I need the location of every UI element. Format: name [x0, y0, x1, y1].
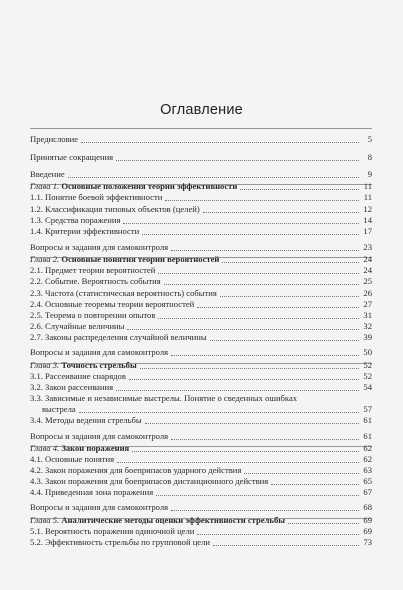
toc-entry[interactable]: Вопросы и задания для самоконтроля 68	[30, 502, 372, 512]
toc-entry[interactable]: 5.2. Эффективность стрельбы по групповой цели 73	[30, 537, 372, 547]
toc-entry[interactable]: 3.1. Рассеивание снарядов 52	[30, 371, 372, 381]
toc-entry[interactable]: 2.4. Основные теоремы теории вероятностей 27	[30, 299, 372, 309]
toc-entry[interactable]: Вопросы и задания для самоконтроля 50	[30, 347, 372, 357]
toc-entry[interactable]: 2.7. Законы распределения случайной величины 39	[30, 332, 372, 342]
toc-entry[interactable]: Введение 9	[30, 169, 372, 179]
toc-entry[interactable]: Вопросы и задания для самоконтроля 23	[30, 242, 372, 252]
toc-entry[interactable]: 3.3. Зависимые и независимые выстрелы. Понятие о сведенных ошибках	[30, 393, 298, 403]
toc-chapter-heading[interactable]: Глава 1. Основные положения теории эффективности 11	[30, 181, 372, 191]
toc-entry[interactable]: 1.1. Понятие боевой эффективности 11	[30, 192, 372, 202]
toc-chapter-heading[interactable]: Глава 4. Закон поражения 62	[30, 443, 372, 453]
toc-entry[interactable]: 1.2. Классификация типовых объектов (целей) 12	[30, 204, 372, 214]
toc-entry[interactable]: 1.3. Средства поражения 14	[30, 215, 372, 225]
toc-entry[interactable]: Принятые сокращения 8	[30, 152, 372, 162]
toc-chapter-heading[interactable]: Глава 2. Основные понятия теории вероятностей 24	[30, 254, 372, 264]
page-title: Оглавление	[160, 102, 243, 118]
toc-entry[interactable]: 2.5. Теорема о повторении опытов 31	[30, 310, 372, 320]
toc-entry[interactable]: 2.2. Событие. Вероятность события 25	[30, 276, 372, 286]
toc-entry[interactable]: 3.4. Методы ведения стрельбы 61	[30, 415, 372, 425]
divider	[30, 128, 372, 129]
toc-entry[interactable]: Предисловие 5	[30, 134, 372, 144]
toc-entry[interactable]: Вопросы и задания для самоконтроля 61	[30, 431, 372, 441]
toc-entry[interactable]: 2.6. Случайные величины 32	[30, 321, 372, 331]
toc-entry[interactable]: выстрела 57	[42, 404, 372, 414]
toc-chapter-heading[interactable]: Глава 5. Аналитические методы оценки эффективности стрельбы 69	[30, 515, 372, 525]
toc-entry[interactable]: 4.4. Приведенная зона поражения 67	[30, 487, 372, 497]
toc-entry[interactable]: 3.2. Закон рассеивания 54	[30, 382, 372, 392]
toc-entry[interactable]: 2.3. Частота (статистическая вероятность) события 26	[30, 288, 372, 298]
toc-chapter-heading[interactable]: Глава 3. Точность стрельбы 52	[30, 360, 372, 370]
toc-entry[interactable]: 4.1. Основные понятия 62	[30, 454, 372, 464]
toc-entry[interactable]: 4.3. Закон поражения для боеприпасов дистанционного действия 65	[30, 476, 372, 486]
toc-entry[interactable]: 5.1. Вероятность поражения одиночной цели 69	[30, 526, 372, 536]
toc-entry[interactable]: 2.1. Предмет теории вероятностей 24	[30, 265, 372, 275]
toc-entry[interactable]: 1.4. Критерии эффективности 17	[30, 226, 372, 236]
toc-entry[interactable]: 4.2. Закон поражения для боеприпасов ударного действия 63	[30, 465, 372, 475]
